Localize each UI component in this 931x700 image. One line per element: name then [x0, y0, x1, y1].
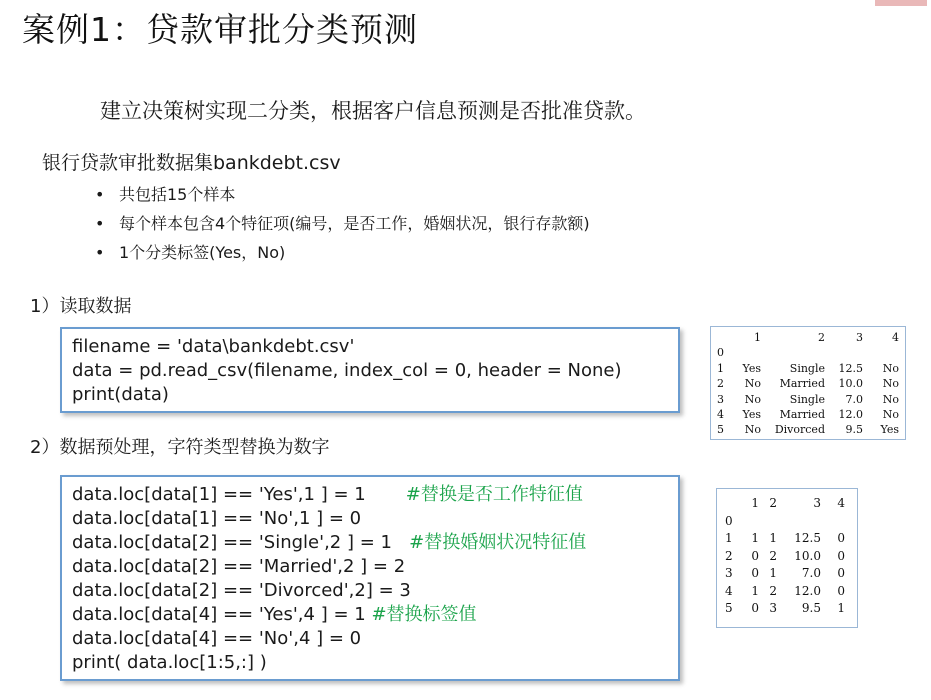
column-header: 2	[818, 331, 825, 344]
column-header: 2	[769, 496, 777, 510]
code-line: data = pd.read_csv(filename, index_col = 0, header = None)	[72, 360, 622, 381]
bullet-text: 共包括15个样本	[119, 185, 236, 204]
table-row: 4 Yes Married 12.0 No	[717, 408, 899, 422]
bullet-text: 1个分类标签(Yes，No)	[119, 243, 286, 262]
column-header: 4	[892, 331, 899, 344]
bullet-dot-icon: •	[95, 185, 105, 204]
bullet-dot-icon: •	[95, 243, 105, 262]
index-label: 0	[717, 346, 724, 360]
output-header-row	[725, 495, 845, 513]
index-label-row	[725, 513, 845, 531]
index-label-row	[717, 345, 899, 360]
code-comment: #替换标签值	[371, 604, 477, 625]
output-table-encoded	[716, 488, 858, 628]
table-row: 2 0 2 10.0 0	[725, 548, 845, 563]
output-table-raw	[710, 326, 906, 440]
code-line: data.loc[data[2] == 'Single',2 ] = 1 #替换婚姻状况特征值	[72, 532, 587, 553]
code-line: data.loc[data[1] == 'Yes',1 ] = 1 #替换是否工作特征值	[72, 484, 583, 505]
bullet-dot-icon: •	[95, 214, 105, 233]
code-line: print(data)	[72, 384, 169, 405]
table-row: 3 No Single 7.0 No	[717, 392, 899, 406]
table-row: 3 0 1 7.0 0	[725, 566, 845, 580]
code-line: print( data.loc[1:5,:] )	[72, 652, 267, 673]
bullet-item	[95, 209, 590, 238]
table-row: 1 1 1 12.5 0	[725, 531, 845, 545]
bullet-item	[95, 180, 590, 209]
table-row: 2 No Married 10.0 No	[717, 377, 899, 391]
table-row: 5 No Divorced 9.5 Yes	[717, 423, 899, 437]
code-block-read-data	[60, 327, 680, 413]
code-line: data.loc[data[1] == 'No',1 ] = 0	[72, 508, 362, 529]
bullet-item	[95, 238, 590, 267]
bullet-text: 每个样本包含4个特征项(编号，是否工作，婚姻状况，银行存款额)	[119, 214, 590, 233]
column-header: 1	[751, 496, 759, 510]
output-header-row	[717, 330, 899, 345]
corner-accent	[875, 0, 927, 6]
table-row: 1 Yes Single 12.5 No	[717, 361, 899, 375]
dataset-heading: 银行贷款审批数据集bankdebt.csv	[42, 152, 341, 174]
table-row: 5 0 3 9.5 1	[725, 601, 845, 615]
code-line: filename = 'data\bankdebt.csv'	[72, 336, 355, 357]
code-line: data.loc[data[4] == 'No',4 ] = 0	[72, 628, 362, 649]
column-header: 3	[813, 496, 821, 510]
subtitle: 建立决策树实现二分类，根据客户信息预测是否批准贷款。	[100, 99, 646, 123]
page-title: 案例1：贷款审批分类预测	[22, 10, 418, 49]
code-comment: #替换是否工作特征值	[405, 484, 583, 505]
code-line: data.loc[data[4] == 'Yes',4 ] = 1 #替换标签值	[72, 604, 477, 625]
bullet-list	[95, 180, 590, 267]
column-header: 4	[837, 496, 845, 510]
step2-heading: 2）数据预处理，字符类型替换为数字	[30, 437, 330, 458]
column-header: 3	[856, 331, 863, 344]
code-block-preprocess	[60, 475, 680, 681]
code-comment: #替换婚姻状况特征值	[409, 532, 587, 553]
code-line: data.loc[data[2] == 'Married',2 ] = 2	[72, 556, 406, 577]
index-label: 0	[725, 513, 733, 528]
step1-heading: 1）读取数据	[30, 296, 132, 317]
column-header: 1	[754, 331, 761, 344]
table-row: 4 1 2 12.0 0	[725, 583, 845, 598]
code-line: data.loc[data[2] == 'Divorced',2] = 3	[72, 580, 411, 601]
